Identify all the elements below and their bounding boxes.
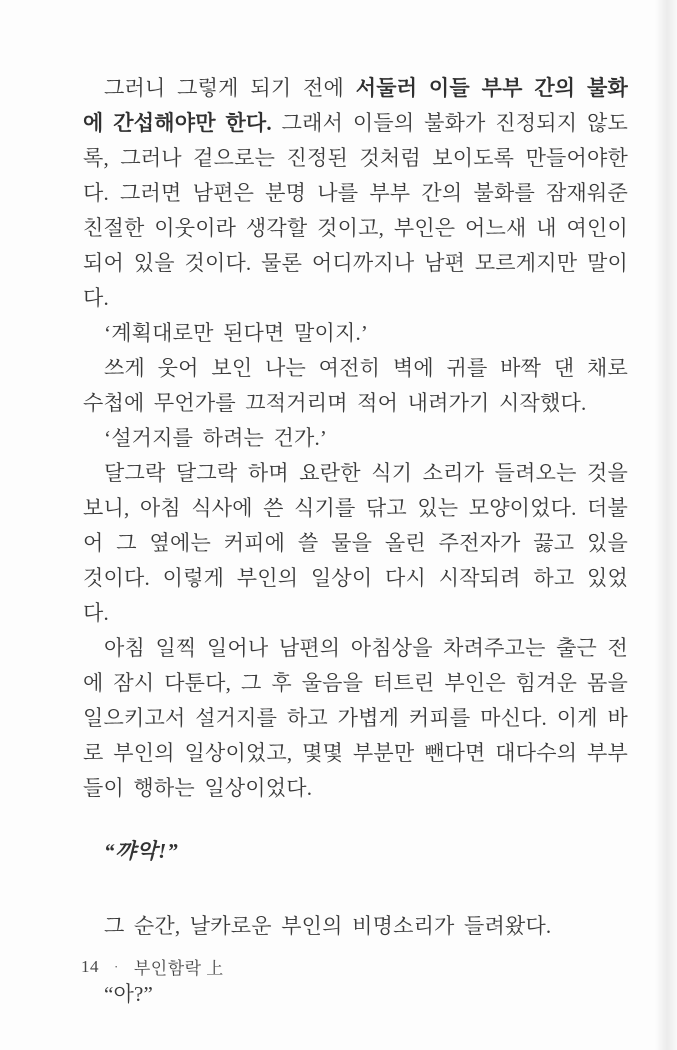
paragraph-6: 아침 일찍 일어나 남편의 아침상을 차려주고는 출근 전에 잠시 다툰다, 그 후 울음을 터트린 부인은 힘겨운 몸을 일으키고서 설거지를 하고 가볍게 커피를 마신다. 이게 바로 부인의 일상이었고, 몇몇 부분만 뺀다면 대다수의 부부들이 행하는 일상이었다.: [83, 636, 628, 800]
paragraph-2-inner-thought: ‘계획대로만 된다면 말이지.’: [104, 321, 369, 345]
book-title: 부인함락 上: [133, 959, 224, 978]
paragraph-1-pre: 그러니 그렇게 되기 전에: [104, 76, 356, 100]
footer-separator-dot: ·: [114, 958, 119, 974]
scream-line: “꺄악!”: [104, 839, 179, 863]
page-footer: [81, 954, 224, 979]
paragraph-8: 그 순간, 날카로운 부인의 비명소리가 들려왔다.: [104, 914, 552, 938]
paragraph-1: [83, 71, 628, 316]
page-text-block: [83, 71, 628, 1012]
scan-edge-shadow: [655, 0, 677, 1050]
paragraph-3: 쓰게 웃어 보인 나는 여전히 벽에 귀를 바짝 댄 채로 수첩에 무언가를 끄적거리며 적어 내려가기 시작했다.: [83, 356, 628, 415]
paragraph-5: 달그락 달그락 하며 요란한 식기 소리가 들려오는 것을 보니, 아침 식사에 쓴 식기를 닦고 있는 모양이었다. 더불어 그 옆에는 커피에 쓸 물을 올린 주전자가 끓고 있을 것이다. 이렇게 부인의 일상이 다시 시작되려 하고 있었다.: [83, 461, 628, 625]
paragraph-9-dialogue: “아?”: [104, 982, 154, 1006]
paragraph-1-bold: 서둘러 이들 부부 간의 불화에 간섭해야만 한다.: [83, 76, 628, 135]
paragraph-4-inner-thought: ‘설거지를 하려는 건가.’: [104, 426, 328, 450]
paragraph-1-post: 그래서 이들의 불화가 진정되지 않도록, 그러나 겉으로는 진정된 것처럼 보이도록 만들어야한다. 그러면 남편은 분명 나를 부부 간의 불화를 잠재워준 친절한 이웃이라 생각할 것이고, 부인은 어느새 내 여인이 되어 있을 것이다. 물론 어디까지나 남편 모르게지만 말이다.: [83, 111, 628, 310]
page-number: 14: [81, 956, 99, 976]
